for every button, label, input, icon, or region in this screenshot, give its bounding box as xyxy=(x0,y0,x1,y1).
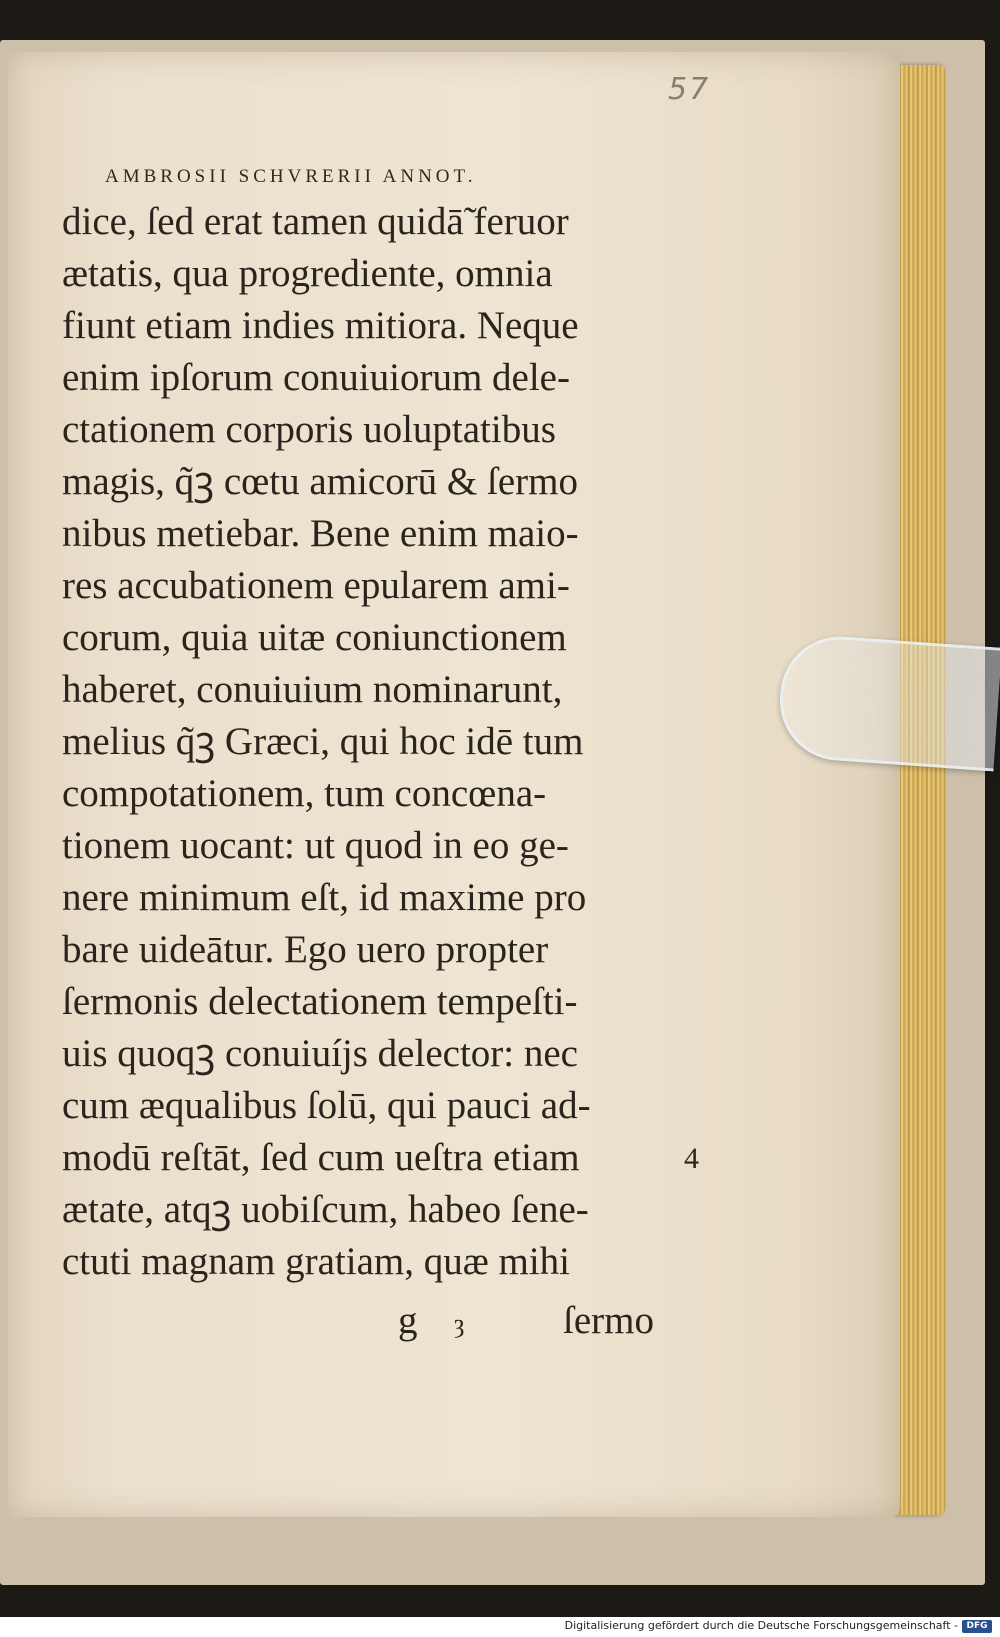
text-line: melius q̃ꝫ Græci, qui hoc idē tum xyxy=(62,720,584,763)
text-line: corum, quia uitæ coniunctionem xyxy=(62,616,567,659)
text-line: ætatis, qua progrediente, omnia xyxy=(62,252,553,295)
dfg-logo: DFG xyxy=(962,1620,992,1633)
catchword: ſermo xyxy=(563,1299,654,1342)
text-line: nibus metiebar. Bene enim maio- xyxy=(62,512,579,555)
text-line: ctationem corporis uoluptatibus xyxy=(62,408,556,451)
folio-number: 57 xyxy=(668,72,711,107)
text-line: fiunt etiam indies mitiora. Neque xyxy=(62,304,579,347)
text-line: dice, ſed erat tamen quidā̃ feruor xyxy=(62,200,569,243)
text-line: modū reſtāt, ſed cum ueſtra etiam xyxy=(62,1136,580,1179)
footer-bar xyxy=(0,1617,1000,1637)
signature-number: ȝ xyxy=(454,1309,465,1338)
text-line: ctuti magnam gratiam, quæ mihi xyxy=(62,1240,570,1283)
text-line: haberet, conuiuium nominarunt, xyxy=(62,668,563,711)
signature-mark: g xyxy=(398,1299,418,1342)
running-head: AMBROSII SCHVRERII ANNOT. xyxy=(105,166,477,187)
text-line: ætate, atqꝫ uobiſcum, habeo ſene- xyxy=(62,1188,589,1231)
text-line: bare uideātur. Ego uero propter xyxy=(62,928,549,971)
gilt-page-edges xyxy=(895,65,945,1515)
text-line: enim ipſorum conuiuiorum dele- xyxy=(62,356,570,399)
text-line: ſermonis delectationem tempeſti- xyxy=(62,980,578,1023)
margin-note: 4 xyxy=(684,1142,699,1175)
text-line: compotationem, tum concœna- xyxy=(62,772,547,815)
text-line: cum æqualibus ſolū, qui pauci ad- xyxy=(62,1084,591,1127)
signature-line xyxy=(398,1298,678,1350)
plastic-page-clip xyxy=(776,633,1000,772)
text-line: res accubationem epularem ami- xyxy=(62,564,570,607)
text-line: nere minimum eſt, id maxime pro xyxy=(62,876,587,919)
text-line: magis, q̃ꝫ cœtu amicorū & ſermo xyxy=(62,460,578,503)
text-block xyxy=(62,196,702,1288)
text-line: uis quoqꝫ conuiuíjs delector: nec xyxy=(62,1032,578,1075)
funding-notice: Digitalisierung gefördert durch die Deutsche Forschungsgemeinschaft - xyxy=(564,1619,958,1632)
text-line: tionem uocant: ut quod in eo ge- xyxy=(62,824,569,867)
